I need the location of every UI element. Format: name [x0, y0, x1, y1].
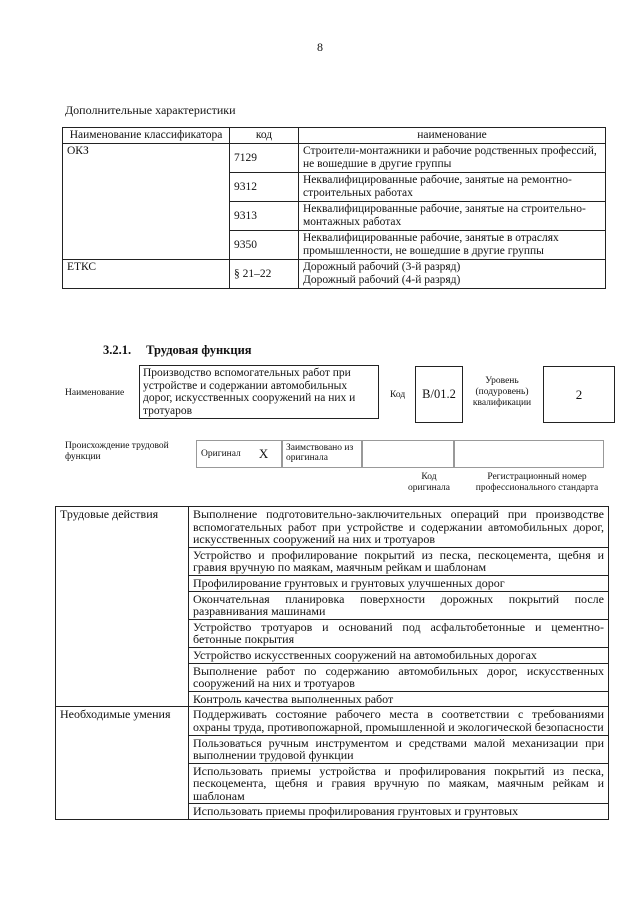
row-name: Неквалифицированные рабочие, занятые в отраслях промышленности, не вошедшие в другие группы	[299, 231, 606, 260]
level-label: Уровень (подуровень) квалификации	[472, 376, 532, 408]
function-name-box: Производство вспомогательных работ при устройстве и содержании автомобильных дорог, искусственных сооружений на них и тротуаров	[139, 365, 379, 419]
origin-label: Происхождение трудовой функции	[65, 441, 169, 462]
table-row	[63, 260, 606, 289]
row-name: Дорожный рабочий (3-й разряд) Дорожный рабочий (4-й разряд)	[299, 260, 606, 289]
row-code: 9350	[230, 231, 299, 260]
function-title: Трудовая функция	[146, 343, 252, 357]
function-code-box: B/01.2	[415, 366, 463, 423]
registration-label: Регистрационный номер профессионального стандарта	[475, 472, 599, 493]
header-classifier: Наименование классификатора	[63, 128, 230, 144]
header-name: наименование	[299, 128, 606, 144]
skill-item: Поддерживать состояние рабочего места в соответствии с требованиями охраны труда, противопожарной, промышленной и экологической безопасности	[189, 707, 609, 735]
row-name: Неквалифицированные рабочие, занятые на ремонтно-строительных работах	[299, 173, 606, 202]
labor-action-item: Выполнение работ по содержанию автомобильных дорог, искусственных сооружений на них и тротуаров	[189, 663, 609, 691]
function-heading	[103, 343, 252, 358]
skill-item: Использовать приемы устройства и профилирования покрытий из песка, пескоцемента, щебня и гравия вручную по маякам, маячным рейкам и шаблонам	[189, 763, 609, 804]
function-details-table	[55, 506, 609, 820]
labor-action-item: Контроль качества выполненных работ	[189, 691, 609, 707]
row-name: Строители-монтажники и рабочие родственных профессий, не вошедшие в другие группы	[299, 144, 606, 173]
skill-item: Использовать приемы профилирования грунтовых и грунтовых	[189, 804, 609, 820]
labor-action-item: Профилирование грунтовых и грунтовых улучшенных дорог	[189, 575, 609, 591]
classifier-table-header	[63, 128, 606, 144]
code-label: Код	[390, 390, 406, 400]
classifier-etks: ЕТКС	[63, 260, 230, 289]
classifier-okz: ОКЗ	[63, 144, 230, 260]
page-number: 8	[317, 40, 323, 54]
table-row	[56, 707, 609, 735]
row-code: 9312	[230, 173, 299, 202]
level-box: 2	[543, 366, 615, 423]
origin-code-cell	[362, 440, 454, 468]
row-code: 7129	[230, 144, 299, 173]
labor-action-item: Устройство и профилирование покрытий из песка, пескоцемента, щебня и гравия вручную по маякам, маячным рейкам и шаблонам	[189, 547, 609, 575]
header-code: код	[230, 128, 299, 144]
row-name: Неквалифицированные рабочие, занятые на строительно-монтажных работах	[299, 202, 606, 231]
function-number: 3.2.1.	[103, 343, 132, 357]
labor-action-item: Выполнение подготовительно-заключительных операций при производстве вспомогательных работ при устройстве и содержании автомобильных дорог, искусственных сооружений на них и тротуаров	[189, 507, 609, 548]
labor-action-item: Устройство тротуаров и оснований под асфальтобетонные и цементно-бетонные покрытия	[189, 619, 609, 647]
skill-item: Пользоваться ручным инструментом и средствами малой механизации при выполнении трудовой функции	[189, 735, 609, 763]
labor-actions-label: Трудовые действия	[56, 507, 189, 707]
row-code: § 21–22	[230, 260, 299, 289]
table-row	[56, 507, 609, 548]
borrowed-cell: Заимствовано из оригинала	[282, 440, 362, 468]
origin-code-label: Код оригинала	[408, 472, 450, 493]
labor-action-item: Окончательная планировка поверхности дорожных покрытий после разравнивания машинами	[189, 591, 609, 619]
origin-row	[196, 440, 604, 468]
section-caption: Дополнительные характеристики	[65, 103, 236, 117]
labor-action-item: Устройство искусственных сооружений на автомобильных дорогах	[189, 647, 609, 663]
original-mark: Х	[258, 446, 269, 461]
registration-cell	[454, 440, 604, 468]
classifier-table	[62, 127, 606, 289]
name-label: Наименование	[65, 388, 125, 398]
row-code: 9313	[230, 202, 299, 231]
required-skills-label: Необходимые умения	[56, 707, 189, 820]
original-label: Оригинал	[201, 449, 241, 459]
table-row	[63, 144, 606, 173]
original-cell	[196, 440, 282, 468]
